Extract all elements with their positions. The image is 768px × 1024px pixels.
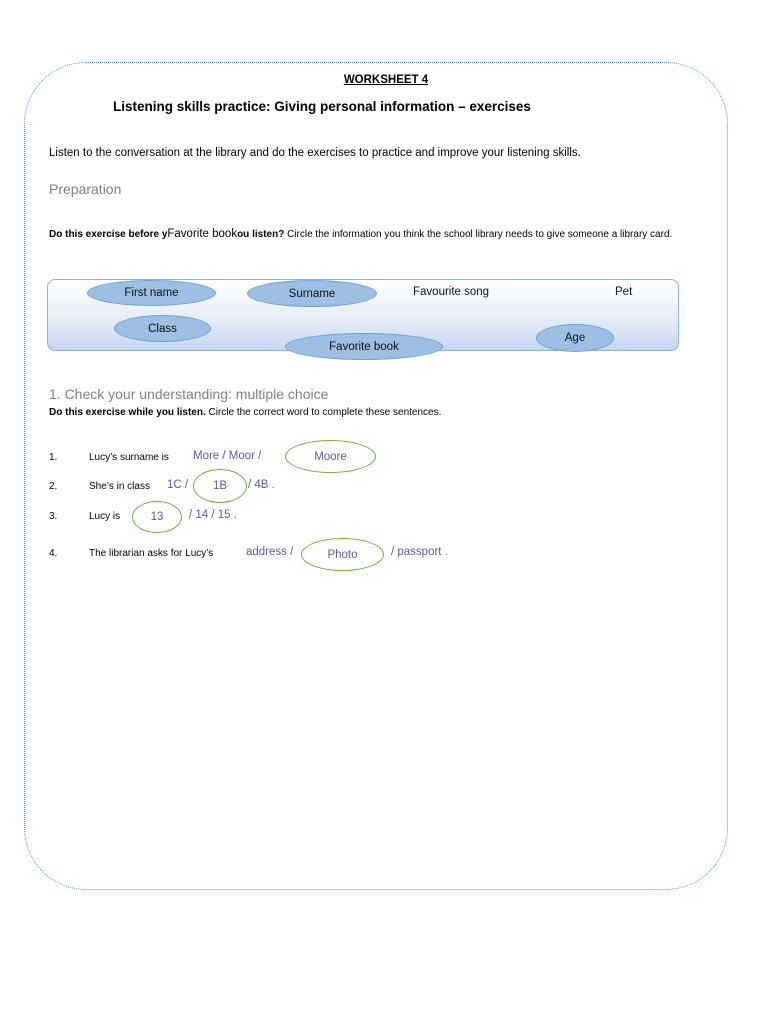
question-options-after: / 4B . — [248, 479, 275, 491]
question-options-before: address / — [246, 546, 294, 558]
option-favourite-song[interactable]: Favourite song — [413, 286, 490, 298]
preparation-heading: Preparation — [49, 181, 122, 197]
option-surname[interactable]: Surname — [247, 280, 377, 307]
question-answer-circle[interactable]: 1B — [193, 469, 247, 503]
intro-text: Listen to the conversation at the library and do the exercises to practice and improve your listening skills. — [49, 147, 581, 159]
preparation-instruction — [49, 226, 709, 243]
question-text: Lucy’s surname is — [89, 452, 169, 463]
section1-instruction — [49, 407, 441, 418]
question-answer-circle[interactable]: 13 — [132, 501, 182, 533]
section1-instruction-rest: Circle the correct word to complete these sentences. — [205, 407, 442, 418]
instruction-inserted: Favorite book — [167, 228, 238, 240]
option-favorite-book[interactable]: Favorite book — [285, 333, 443, 360]
question-options-after: / passport . — [391, 546, 448, 558]
instruction-bold-after: ou listen? — [237, 229, 285, 240]
question-number: 4. — [49, 548, 58, 559]
worksheet-border — [24, 62, 728, 890]
question-text: Lucy is — [89, 511, 121, 522]
question-number: 1. — [49, 452, 58, 463]
question-options-before: More / Moor / — [193, 450, 262, 462]
main-title: Listening skills practice: Giving personal information – exercises — [113, 99, 531, 114]
section1-heading: 1. Check your understanding: multiple choice — [49, 386, 329, 402]
question-text: The librarian asks for Lucy’s — [89, 548, 214, 559]
question-options-before: 1C / — [167, 479, 189, 491]
instruction-bold-before: Do this exercise before y — [49, 229, 168, 240]
option-class[interactable]: Class — [114, 315, 211, 342]
question-options-after: / 14 / 15 . — [189, 509, 237, 521]
option-first-name[interactable]: First name — [87, 280, 216, 306]
worksheet-title: WORKSHEET 4 — [343, 74, 429, 86]
option-pet[interactable]: Pet — [615, 286, 633, 298]
question-answer-circle[interactable]: Moore — [285, 440, 376, 473]
question-number: 3. — [49, 511, 58, 522]
question-answer-circle[interactable]: Photo — [301, 538, 384, 571]
question-text: She’s in class — [89, 481, 150, 492]
question-number: 2. — [49, 481, 58, 492]
option-age[interactable]: Age — [536, 324, 614, 352]
instruction-rest: Circle the information you think the school library needs to give someone a library card. — [284, 229, 673, 240]
section1-instruction-bold: Do this exercise while you listen. — [49, 407, 206, 418]
